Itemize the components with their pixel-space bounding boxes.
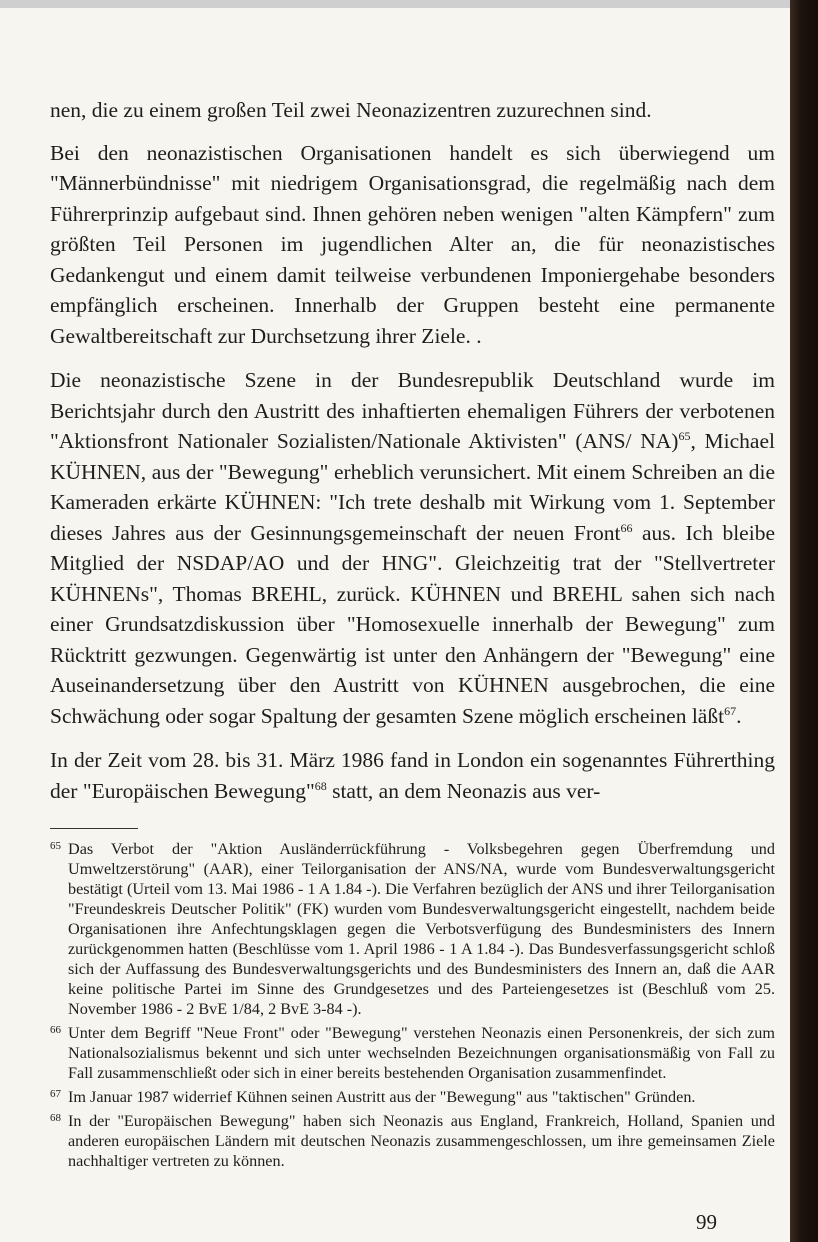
footnote-text: Im Januar 1987 widerrief Kühnen seinen Austritt aus der "Bewegung" aus "taktischen" Gründen.	[68, 1088, 696, 1106]
footnote-ref-67[interactable]: 67	[724, 703, 737, 718]
footnote-ref-68[interactable]: 68	[314, 778, 327, 793]
footnote-number: 67	[50, 1088, 61, 1100]
footnote-text: In der "Europäischen Bewegung" haben sich Neonazis aus England, Frankreich, Holland, Spanien und anderen europäischen Ländern mit deutschen Neonazis zusammengeschlossen, um ihre gemeinsamen Ziele nachhaltiger vertreten zu können.	[68, 1112, 775, 1170]
footnote-text: Unter dem Begriff "Neue Front" oder "Bewegung" verstehen Neonazis einen Personenkreis, der sich zum Nationalsozialismus bekennt und sich unter wechselnden Bezeichnungen organisationsmäßig von Fall zu Fall zusammenschließt oder sich in einer bereits bestehenden Organisation zusammenfindet.	[68, 1024, 775, 1082]
book-spine	[790, 0, 818, 1242]
footnote-ref-65[interactable]: 65	[678, 428, 691, 443]
footnotes	[50, 839, 775, 1171]
page-top-edge	[0, 0, 790, 8]
footnote-67	[50, 1087, 775, 1107]
footnote-ref-66[interactable]: 66	[620, 520, 633, 535]
footnote-divider	[50, 828, 138, 829]
footnote-text: Das Verbot der "Aktion Ausländerrückführung - Volksbegehren gegen Überfremdung und Umweltzerstörung" (AAR), einer Teilorganisation der ANS/NA, wurde vom Bundesverwaltungsgericht bestätigt (Urteil vom 13. Mai 1986 - 1 A 1.84 -). Die Verfahren bezüglich der ANS und ihrer Teilorganisation "Freundeskreis Deutscher Politik" (FK) wurden vom Bundesverwaltungsgericht eingestellt, nachdem beide Organisationen ihre Anfechtungsklagen gegen die Verbotsverfügung des Bundesministers des Innern zurückgenommen hatten (Beschlüsse vom 1. April 1986 - 1 A 1.84 -). Das Bundesverfassungsgericht schloß sich der Auffassung des Bundesverwaltungsgerichts und des Bundesministers des Innern an, daß die AAR keine politische Partei im Sinne des Grundgesetzes und des Parteiengesetzes ist (Beschluß vom 25. November 1986 - 2 BvE 1/84, 2 BvE 3-84 -).	[68, 840, 775, 1018]
paragraph-1: nen, die zu einem großen Teil zwei Neonazizentren zuzurechnen sind.	[50, 98, 652, 122]
footnote-number: 65	[50, 840, 61, 852]
paragraph-3: Die neonazistische Szene in der Bundesrepublik Deutschland wurde im Berichtsjahr durch den Austritt des inhaftierten ehemaligen Führers der verbotenen "Aktionsfront Nationaler Sozialisten/Nationale Aktivisten" (ANS/ NA)$^{65}$, Michael KÜHNEN, aus der "Bewegung" erheblich verunsichert. Mit einem Schreiben an die Kameraden erkärte KÜHNEN: "Ich trete deshalb mit Wirkung vom 1. September dieses Jahres aus der Gesinnungsgemeinschaft der neuen Front$^{66}$ aus. Ich bleibe Mitglied der NSDAP/AO und der HNG". Gleichzeitig trat der "Stellvertreter KÜHNENs", Thomas BREHL, zurück. KÜHNEN und BREHL sahen sich nach einer Grundsatzdiskussion über "Homosexuelle innerhalb der Bewegung" zum Rücktritt gezwungen. Gegenwärtig ist unter den Anhängern der "Bewegung" eine Auseinandersetzung über den Austritt von KÜHNEN ausgebrochen, die eine Schwächung oder sogar Spaltung der gesamten Szene möglich erscheinen läßt$^{67}$.	[50, 368, 775, 728]
document-page	[50, 95, 775, 1175]
paragraph-4: In der Zeit vom 28. bis 31. März 1986 fand in London ein sogenanntes Führerthing der "Europäischen Bewegung"$^{68}$ statt, an dem Neonazis aus ver-	[50, 748, 775, 803]
footnote-number: 68	[50, 1112, 61, 1124]
footnote-66	[50, 1023, 775, 1083]
footnote-65	[50, 839, 775, 1019]
page-number: 99	[696, 1210, 717, 1234]
footnote-68	[50, 1111, 775, 1171]
footnote-number: 66	[50, 1024, 61, 1036]
body-text	[50, 95, 775, 806]
paragraph-2: Bei den neonazistischen Organisationen handelt es sich überwiegend um "Männerbündnisse" mit niedrigem Organisationsgrad, die regelmäßig nach dem Führerprinzip aufgebaut sind. Ihnen gehören neben wenigen "alten Kämpfern" zum größten Teil Personen im jugendlichen Alter an, die für neonazistisches Gedankengut und einem damit teilweise verbundenen Imponiergehabe besonders empfänglich erscheinen. Innerhalb der Gruppen besteht eine permanente Gewaltbereitschaft zur Durchsetzung ihrer Ziele. .	[50, 140, 775, 348]
